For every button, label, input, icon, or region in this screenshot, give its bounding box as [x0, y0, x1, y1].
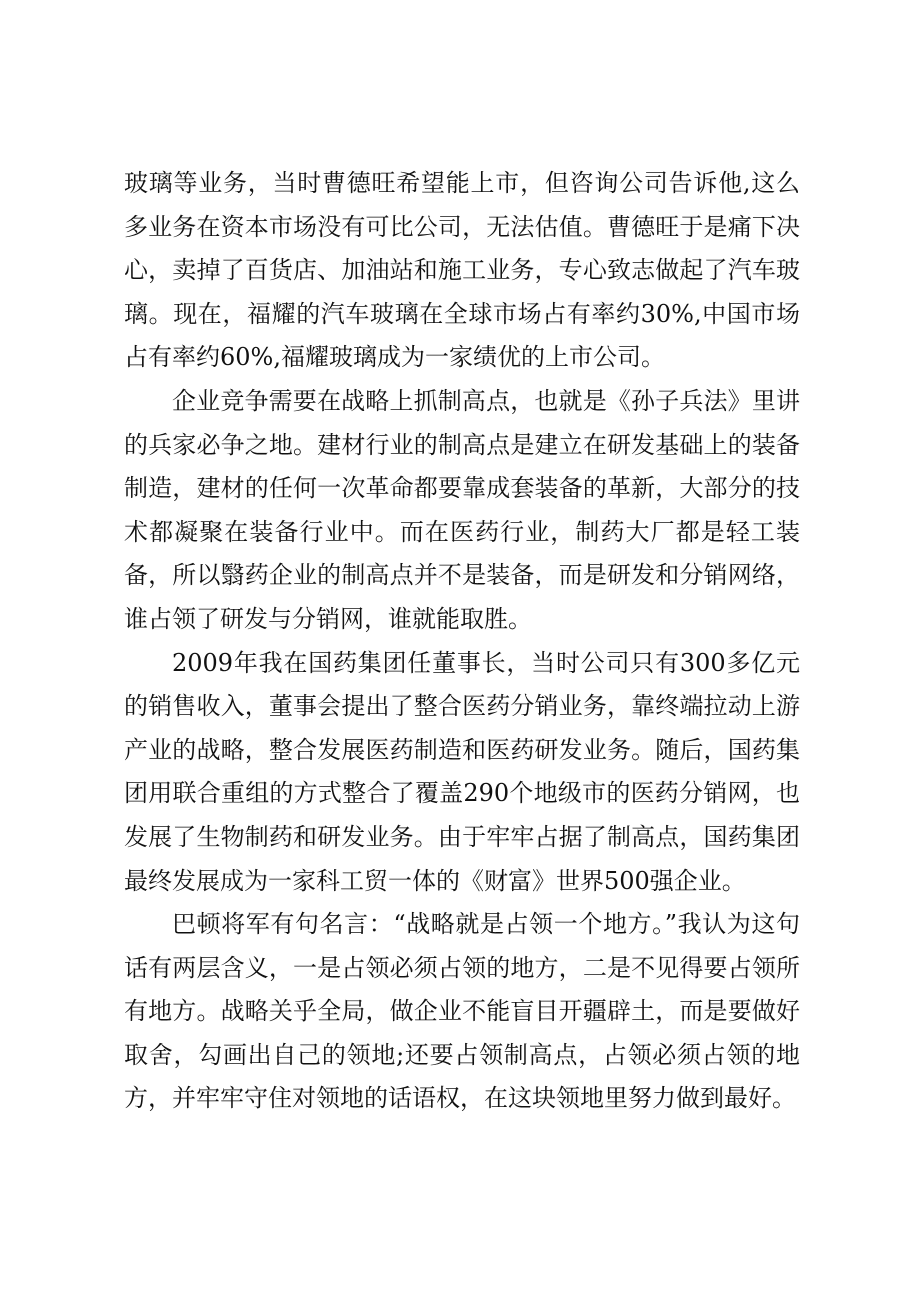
- paragraph-1: 玻璃等业务，当时曹德旺希望能上市，但咨询公司告诉他,这么多业务在资本市场没有可比公司，无法估值。曹德旺于是痛下决心，卖掉了百货店、加油站和施工业务，专心致志做起了汽车玻璃。现在，福耀的汽车玻璃在全球市场占有率约30%,中国市场占有率约60%,福耀玻璃成为一家绩优的上市公司。: [124, 169, 800, 372]
- paragraph-3: 2009年我在国药集团任董事长，当时公司只有300多亿元的销售收入，董事会提出了整合医药分销业务，靠终端拉动上游产业的战略，整合发展医药制造和医药研发业务。随后，国药集团用联合重组的方式整合了覆盖290个地级市的医药分销网，也发展了生物制药和研发业务。由于牢牢占据了制高点，国药集团最终发展成为一家科工贸一体的《财富》世界500强企业。: [124, 648, 800, 895]
- paragraph-4: 巴顿将军有句名言：“战略就是占领一个地方。”我认为这句话有两层含义，一是占领必须占领的地方，二是不见得要占领所有地方。战略关乎全局，做企业不能盲目开疆辟土，而是要做好取舍，勾画出自己的领地;还要占领制高点，占领必须占领的地方，并牢牢守住对领地的话语权，在这块领地里努力做到最好。: [124, 910, 800, 1113]
- document-body: [124, 162, 800, 1121]
- paragraph-2: 企业竞争需要在战略上抓制高点，也就是《孙子兵法》里讲的兵家必争之地。建材行业的制高点是建立在研发基础上的装备制造，建材的任何一次革命都要靠成套装备的革新，大部分的技术都凝聚在装备行业中。而在医药行业，制药大厂都是轻工装备，所以翳药企业的制高点并不是装备，而是研发和分销网络，谁占领了研发与分销网，谁就能取胜。: [124, 386, 800, 633]
